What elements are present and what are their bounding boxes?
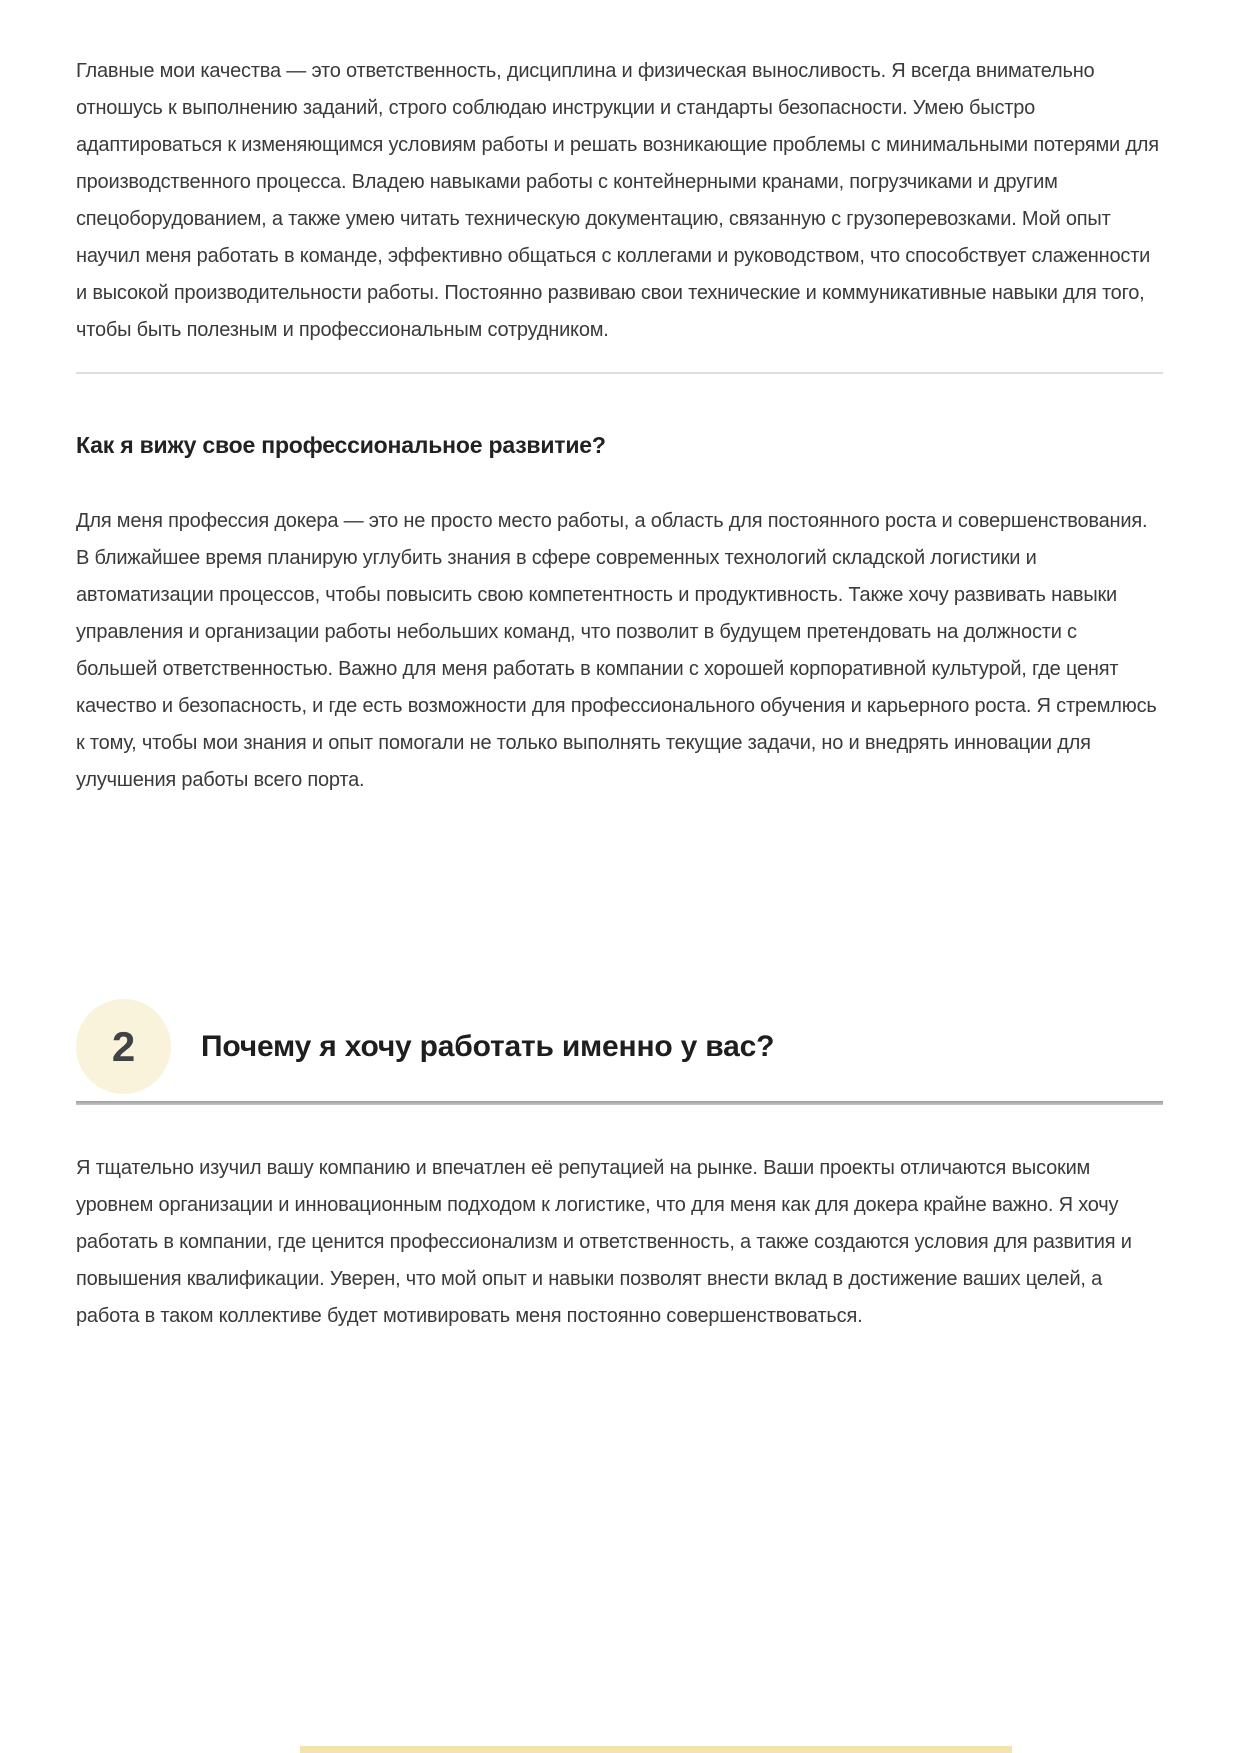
- section-2-title: Почему я хочу работать именно у вас?: [201, 1029, 775, 1063]
- development-paragraph: Для меня профессия докера — это не просто место работы, а область для постоянного роста и совершенствования. В ближайшее время планирую углубить знания в сфере современных технологий складской логистики и автоматизации процессов, чтобы повысить свою компетентность и продуктивность. Также хочу развивать навыки управления и организации работы небольших команд, что позволит в будущем претендовать на должности с большей ответственностью. Важно для меня работать в компании с хорошей корпоративной культурой, где ценят качество и безопасность, и где есть возможности для профессионального обучения и карьерного роста. Я стремлюсь к тому, чтобы мои знания и опыт помогали не только выполнять текущие задачи, но и внедрять инновации для улучшения работы всего порта.: [76, 510, 1157, 791]
- section-number-badge: [76, 999, 171, 1094]
- section-2-paragraph: Я тщательно изучил вашу компанию и впечатлен её репутацией на рынке. Ваши проекты отличаются высоким уровнем организации и инновационным подходом к логистике, что для меня как для докера крайне важно. Я хочу работать в компании, где ценится профессионализм и ответственность, а также создаются условия для развития и повышения квалификации. Уверен, что мой опыт и навыки позволят внести вклад в достижение ваших целей, а работа в таком коллективе будет мотивировать меня постоянно совершенствоваться.: [76, 1157, 1132, 1327]
- divider-strong: [76, 1101, 1163, 1105]
- development-heading: Как я вижу свое профессиональное развитие?: [76, 432, 606, 458]
- intro-paragraph: Главные мои качества — это ответственность, дисциплина и физическая выносливость. Я всегда внимательно отношусь к выполнению заданий, строго соблюдаю инструкции и стандарты безопасности. Умею быстро адаптироваться к изменяющимся условиям работы и решать возникающие проблемы с минимальными потерями для производственного процесса. Владею навыками работы с контейнерными кранами, погрузчиками и другим спецоборудованием, а также умею читать техническую документацию, связанную с грузоперевозками. Мой опыт научил меня работать в команде, эффективно общаться с коллегами и руководством, что способствует слаженности и высокой производительности работы. Постоянно развиваю свои технические и коммуникативные навыки для того, чтобы быть полезным и профессиональным сотрудником.: [76, 60, 1159, 341]
- section-2-header: [76, 999, 1163, 1094]
- divider-light: [76, 372, 1163, 374]
- section-number: 2: [111, 1022, 136, 1070]
- highlight-strip: [300, 1746, 1012, 1753]
